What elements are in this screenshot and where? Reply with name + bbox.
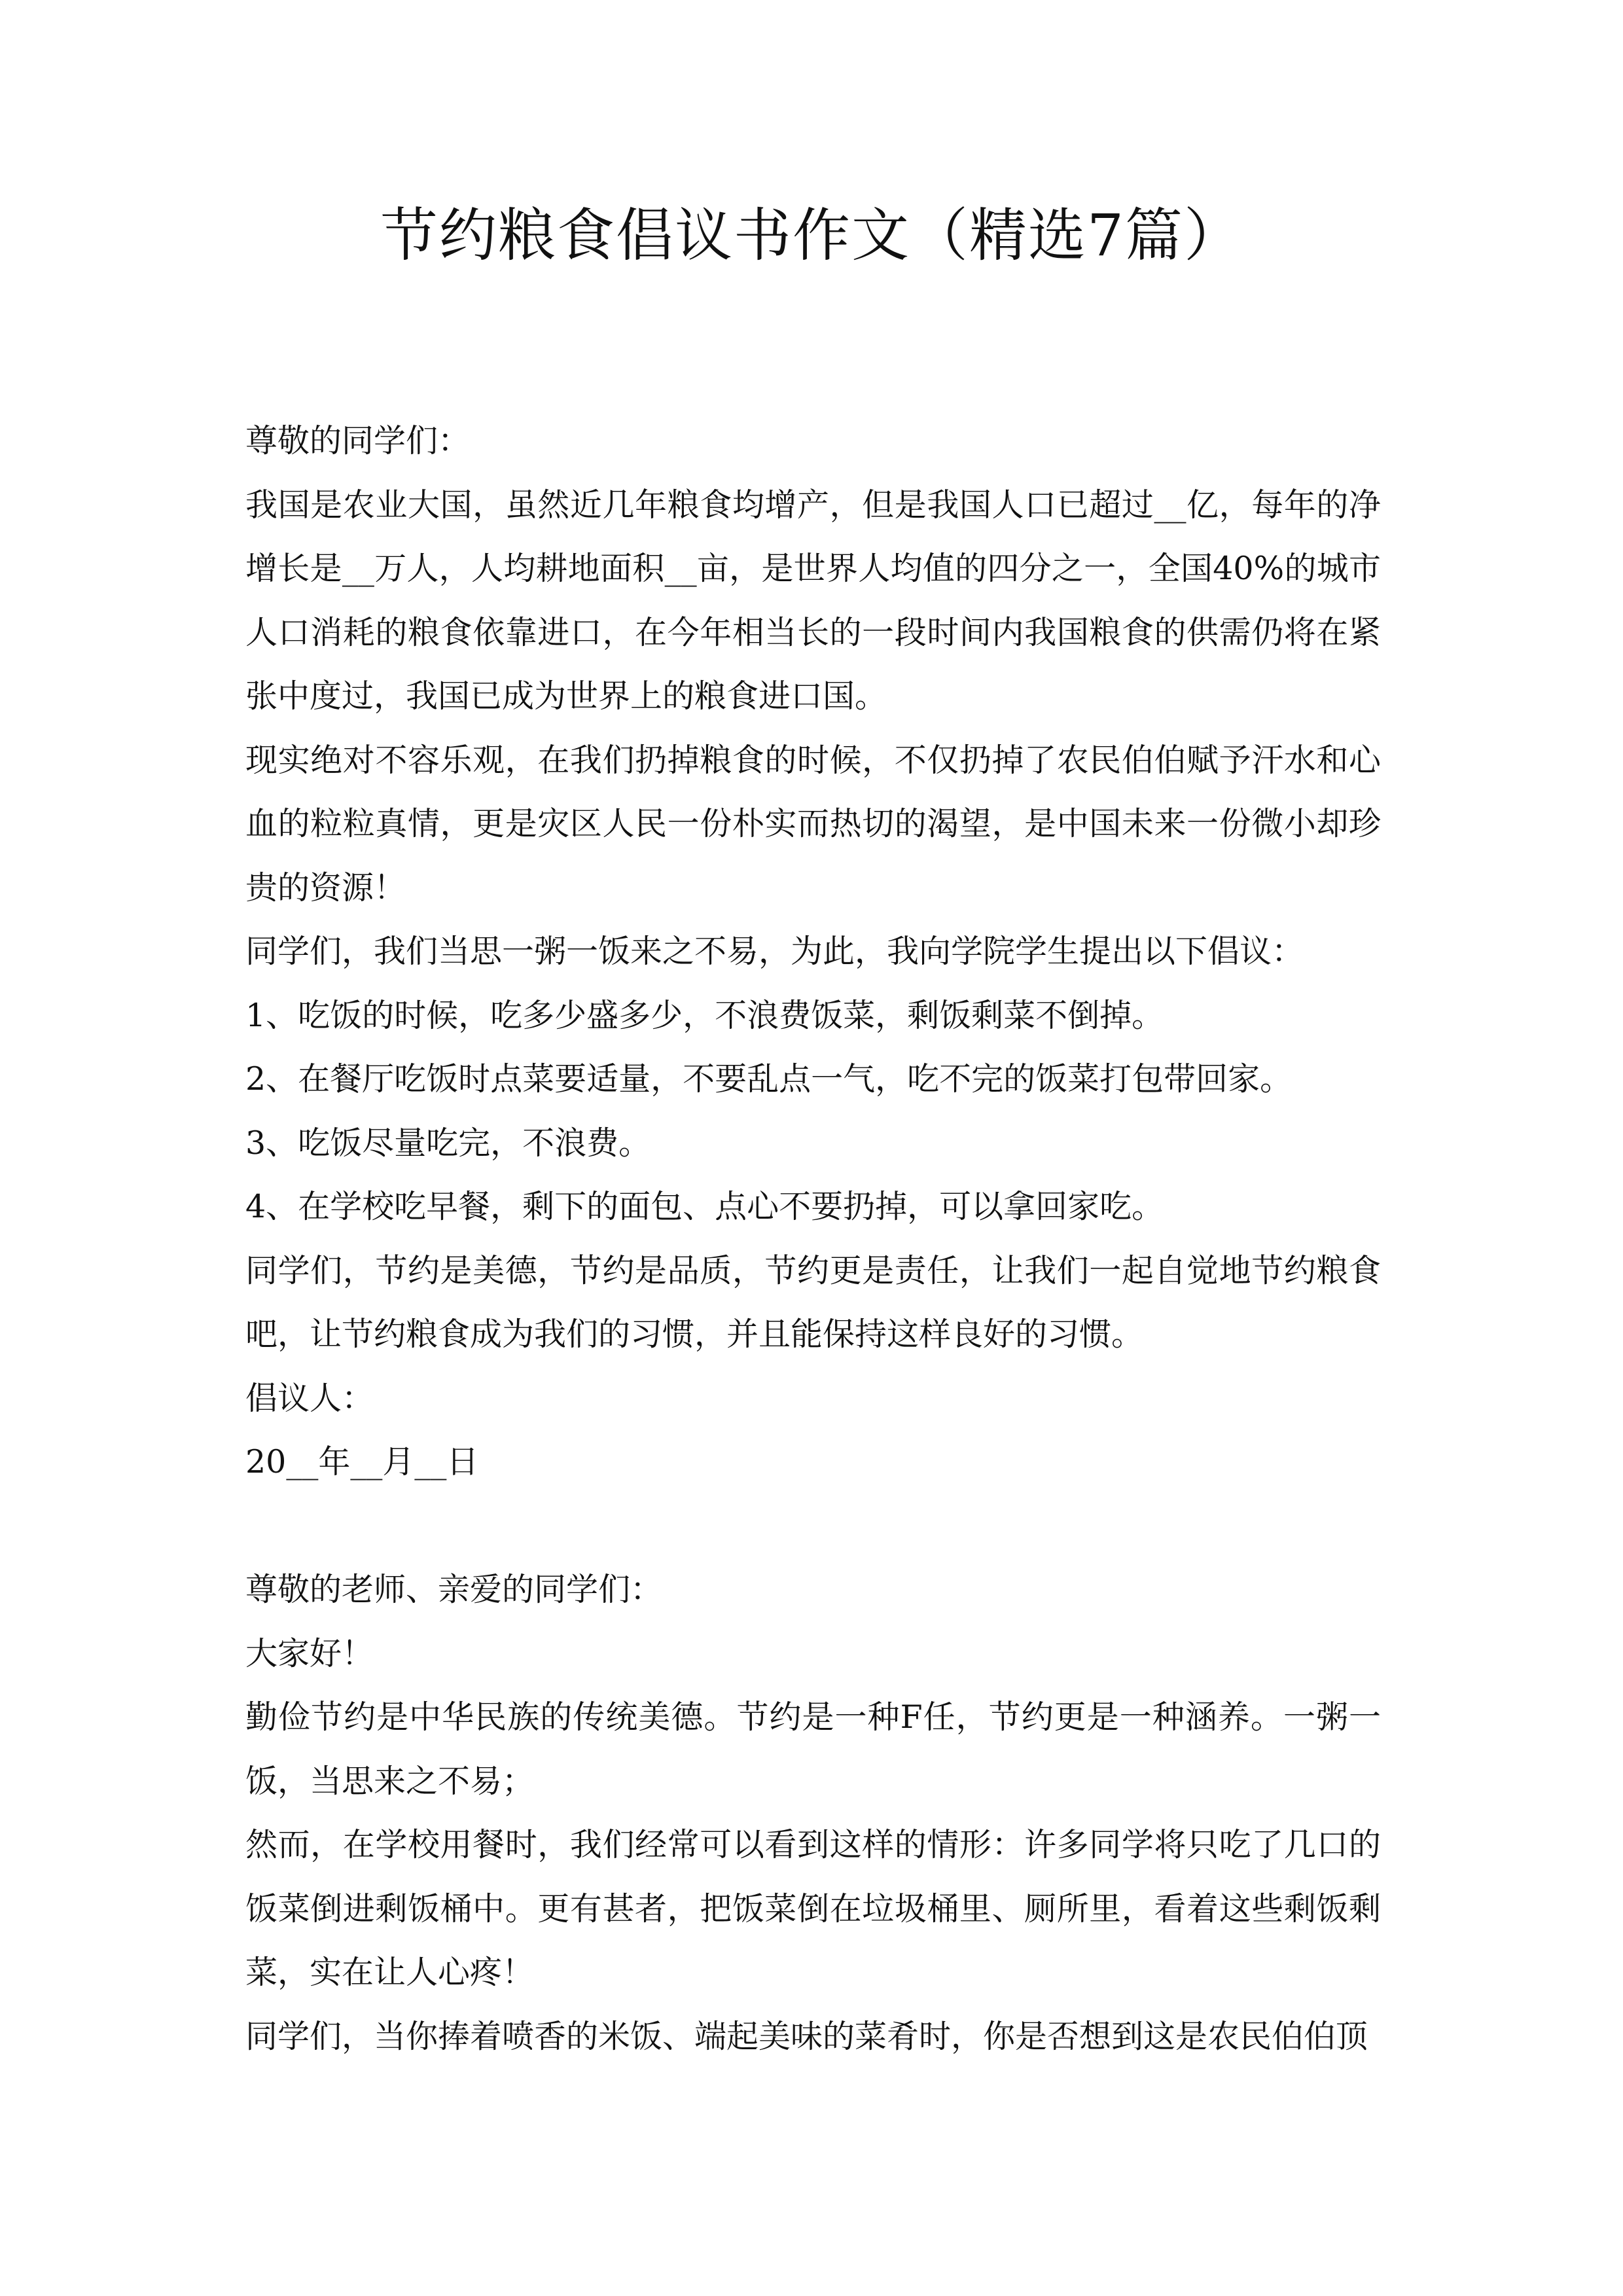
letter1-paragraph: 同学们，我们当思一粥一饭来之不易，为此，我向学院学生提出以下倡议： [245, 933, 1304, 970]
letter1-paragraph: 现实绝对不容乐观，在我们扔掉粮食的时候，不仅扔掉了农民伯伯赋予汗水和心血的粒粒真情，更是灾区人民一份朴实而热切的渴望，是中国未来一份微小却珍贵的资源！ [245, 741, 1381, 906]
letter1-paragraph: 同学们，节约是美德，节约是品质，节约更是责任，让我们一起自觉地节约粮食吧，让节约粮食成为我们的习惯，并且能保持这样良好的习惯。 [245, 1251, 1381, 1353]
letter1-paragraph: 我国是农业大国，虽然近几年粮食均增产，但是我国人口已超过__亿，每年的净增长是__万人，人均耕地面积__亩，是世界人均值的四分之一，全国40%的城市人口消耗的粮食依靠进口，在今年相当长的一段时间内我国粮食的供需仍将在紧张中度过，我国已成为世界上的粮食进口国。 [245, 486, 1381, 715]
letter2-salutation: 尊敬的老师、亲爱的同学们： [245, 1571, 663, 1608]
letter1-salutation: 尊敬的同学们： [245, 422, 471, 459]
letter2-greeting: 大家好！ [245, 1634, 374, 1672]
letter2-paragraph: 然而，在学校用餐时，我们经常可以看到这样的情形：许多同学将只吃了几口的饭菜倒进剩饭桶中。更有甚者，把饭菜倒在垃圾桶里、厕所里，看着这些剩饭剩菜，实在让人心疼！ [245, 1826, 1381, 1991]
letter2-paragraph: 同学们，当你捧着喷香的米饭、端起美味的菜肴时，你是否想到这是农民伯伯顶 [245, 2017, 1368, 2055]
proposal-item-4: 4、在学校吃早餐，剩下的面包、点心不要扔掉，可以拿回家吃。 [245, 1188, 1164, 1225]
document-title: 节约粮食倡议书作文（精选7篇） [380, 202, 1243, 269]
date-line: 20__年__月__日 [245, 1443, 479, 1480]
section-gap [245, 1494, 1381, 1558]
proposal-item-2: 2、在餐厅吃饭时点菜要适量，不要乱点一气，吃不完的饭菜打包带回家。 [245, 1060, 1293, 1098]
proposal-item-1: 1、吃饭的时候，吃多少盛多少，不浪费饭菜，剩饭剩菜不倒掉。 [245, 996, 1164, 1034]
proposal-item-3: 3、吃饭尽量吃完，不浪费。 [245, 1124, 651, 1162]
signature-label: 倡议人： [245, 1379, 374, 1417]
letter2-paragraph: 勤俭节约是中华民族的传统美德。节约是一种F任，节约更是一种涵养。一粥一饭，当思来之不易； [245, 1698, 1381, 1800]
document-body [245, 409, 1381, 2068]
